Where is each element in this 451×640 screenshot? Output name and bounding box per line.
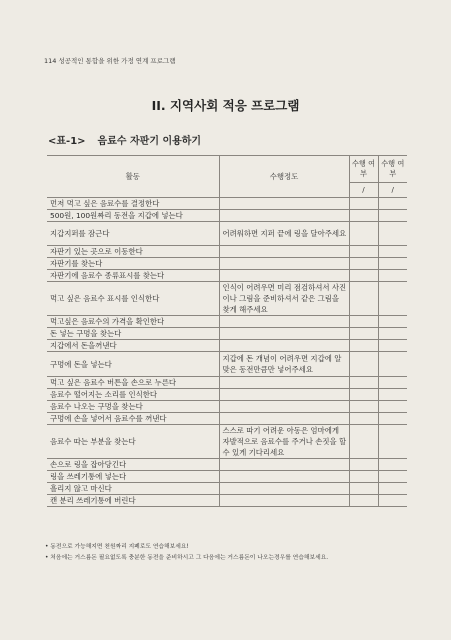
level-cell: 인식이 어려우면 미리 점검하셔서 사진이나 그림을 준비하셔서 같은 그림을 찾게 해주세요 bbox=[219, 282, 349, 316]
col-header-level: 수행정도 bbox=[219, 156, 349, 198]
table-number: <표-1> bbox=[48, 136, 86, 147]
done-check-cell bbox=[378, 270, 407, 282]
done-check-cell bbox=[349, 401, 378, 413]
done-check-cell bbox=[349, 246, 378, 258]
table-row bbox=[47, 246, 407, 258]
level-cell bbox=[219, 413, 349, 425]
level-cell bbox=[219, 495, 349, 507]
activity-cell: 지갑지퍼를 잠근다 bbox=[47, 222, 219, 246]
table-caption bbox=[48, 132, 201, 147]
done-check-cell bbox=[378, 328, 407, 340]
level-cell bbox=[219, 483, 349, 495]
level-cell bbox=[219, 471, 349, 483]
done-check-cell bbox=[378, 389, 407, 401]
footnotes bbox=[45, 542, 425, 564]
level-cell bbox=[219, 328, 349, 340]
section-title: II. 지역사회 적응 프로그램 bbox=[151, 98, 300, 113]
done-check-cell bbox=[378, 198, 407, 210]
done-check-cell bbox=[349, 270, 378, 282]
done-check-cell bbox=[378, 258, 407, 270]
done-check-cell bbox=[349, 471, 378, 483]
level-cell bbox=[219, 270, 349, 282]
activity-cell: 먹고 싶은 음료수 버튼을 손으로 누른다 bbox=[47, 377, 219, 389]
done-check-cell bbox=[378, 316, 407, 328]
activity-cell: 구멍에 손을 넣어서 음료수를 꺼낸다 bbox=[47, 413, 219, 425]
done-check-cell bbox=[378, 413, 407, 425]
done-check-cell bbox=[349, 210, 378, 222]
table-row bbox=[47, 352, 407, 377]
level-cell bbox=[219, 459, 349, 471]
table-row bbox=[47, 495, 407, 507]
done-check-cell bbox=[378, 210, 407, 222]
table-row bbox=[47, 222, 407, 246]
table-row bbox=[47, 401, 407, 413]
running-header: 114 성공적인 통합을 위한 가정 연계 프로그램 bbox=[44, 57, 176, 65]
table-row bbox=[47, 340, 407, 352]
activity-table bbox=[47, 155, 407, 507]
level-cell bbox=[219, 246, 349, 258]
done-check-cell bbox=[349, 413, 378, 425]
table-row bbox=[47, 483, 407, 495]
activity-cell: 먼저 먹고 싶은 음료수를 결정한다 bbox=[47, 198, 219, 210]
level-cell bbox=[219, 401, 349, 413]
slash-mark-1: / bbox=[349, 183, 378, 198]
done-check-cell bbox=[349, 459, 378, 471]
done-check-cell bbox=[349, 495, 378, 507]
done-check-cell bbox=[349, 222, 378, 246]
table-row bbox=[47, 459, 407, 471]
activity-cell: 캔 분리 쓰레기통에 버린다 bbox=[47, 495, 219, 507]
table-row bbox=[47, 471, 407, 483]
activity-cell: 음료수 나오는 구멍을 찾는다 bbox=[47, 401, 219, 413]
table-row bbox=[47, 282, 407, 316]
done-check-cell bbox=[349, 425, 378, 459]
table-row bbox=[47, 425, 407, 459]
activity-cell: 링을 쓰레기통에 넣는다 bbox=[47, 471, 219, 483]
slash-mark-2: / bbox=[378, 183, 407, 198]
col-header-done-1: 수행 여부 bbox=[349, 156, 378, 183]
level-cell bbox=[219, 316, 349, 328]
done-check-cell bbox=[378, 459, 407, 471]
done-check-cell bbox=[349, 483, 378, 495]
table-row bbox=[47, 270, 407, 282]
done-check-cell bbox=[349, 258, 378, 270]
table-row bbox=[47, 328, 407, 340]
footnote-2: • 처음에는 거스름돈 필요없도록 충분한 동전을 준비하시고 그 다음에는 거스름돈이 나오는경우를 연습해보세요. bbox=[45, 555, 329, 561]
table-row bbox=[47, 316, 407, 328]
footnote-1: • 동전으로 가능해지면 천원짜리 지폐로도 연습해보세요! bbox=[45, 544, 189, 550]
table-row bbox=[47, 413, 407, 425]
activity-cell: 자판기 있는 곳으로 이동한다 bbox=[47, 246, 219, 258]
done-check-cell bbox=[378, 483, 407, 495]
done-check-cell bbox=[378, 222, 407, 246]
done-check-cell bbox=[378, 401, 407, 413]
done-check-cell bbox=[378, 495, 407, 507]
table-row bbox=[47, 198, 407, 210]
table-body bbox=[47, 198, 407, 507]
activity-cell: 음료수 따는 부분을 찾는다 bbox=[47, 425, 219, 459]
done-check-cell bbox=[349, 328, 378, 340]
level-cell: 스스로 따기 어려운 아동은 엄마에게 자발적으로 음료수를 주거나 손짓을 할 수 있게 기다리세요 bbox=[219, 425, 349, 459]
done-check-cell bbox=[349, 352, 378, 377]
done-check-cell bbox=[378, 471, 407, 483]
activity-cell: 자판기를 찾는다 bbox=[47, 258, 219, 270]
table-row bbox=[47, 258, 407, 270]
activity-cell: 돈 넣는 구멍을 찾는다 bbox=[47, 328, 219, 340]
done-check-cell bbox=[349, 389, 378, 401]
activity-cell: 구멍에 돈을 넣는다 bbox=[47, 352, 219, 377]
done-check-cell bbox=[378, 352, 407, 377]
table-row bbox=[47, 377, 407, 389]
table-title: 음료수 자판기 이용하기 bbox=[97, 136, 202, 147]
done-check-cell bbox=[378, 340, 407, 352]
level-cell bbox=[219, 198, 349, 210]
col-header-done-2: 수행 여부 bbox=[378, 156, 407, 183]
done-check-cell bbox=[349, 340, 378, 352]
activity-cell: 먹고 싶은 음료수 표시를 인식한다 bbox=[47, 282, 219, 316]
done-check-cell bbox=[349, 316, 378, 328]
done-check-cell bbox=[378, 246, 407, 258]
col-header-activity: 활동 bbox=[47, 156, 219, 198]
level-cell: 어려워하면 지퍼 끝에 링을 달아주세요 bbox=[219, 222, 349, 246]
level-cell bbox=[219, 210, 349, 222]
table-row bbox=[47, 210, 407, 222]
level-cell bbox=[219, 340, 349, 352]
activity-cell: 500원, 100원짜리 동전을 지갑에 넣는다 bbox=[47, 210, 219, 222]
level-cell bbox=[219, 377, 349, 389]
activity-cell: 손으로 링을 잡아당긴다 bbox=[47, 459, 219, 471]
activity-cell: 음료수 떨어지는 소리를 인식한다 bbox=[47, 389, 219, 401]
level-cell bbox=[219, 389, 349, 401]
done-check-cell bbox=[378, 425, 407, 459]
activity-cell: 먹고싶은 음료수의 가격을 확인한다 bbox=[47, 316, 219, 328]
activity-cell: 흘리지 않고 마신다 bbox=[47, 483, 219, 495]
activity-cell: 자판기에 음료수 종류표시를 찾는다 bbox=[47, 270, 219, 282]
done-check-cell bbox=[349, 377, 378, 389]
level-cell bbox=[219, 258, 349, 270]
done-check-cell bbox=[378, 282, 407, 316]
done-check-cell bbox=[349, 198, 378, 210]
level-cell: 지갑에 돈 개념이 어려우면 지갑에 알맞은 동전만큼만 넣어주세요 bbox=[219, 352, 349, 377]
table-row bbox=[47, 389, 407, 401]
done-check-cell bbox=[378, 377, 407, 389]
activity-cell: 지갑에서 돈을꺼낸다 bbox=[47, 340, 219, 352]
done-check-cell bbox=[349, 282, 378, 316]
